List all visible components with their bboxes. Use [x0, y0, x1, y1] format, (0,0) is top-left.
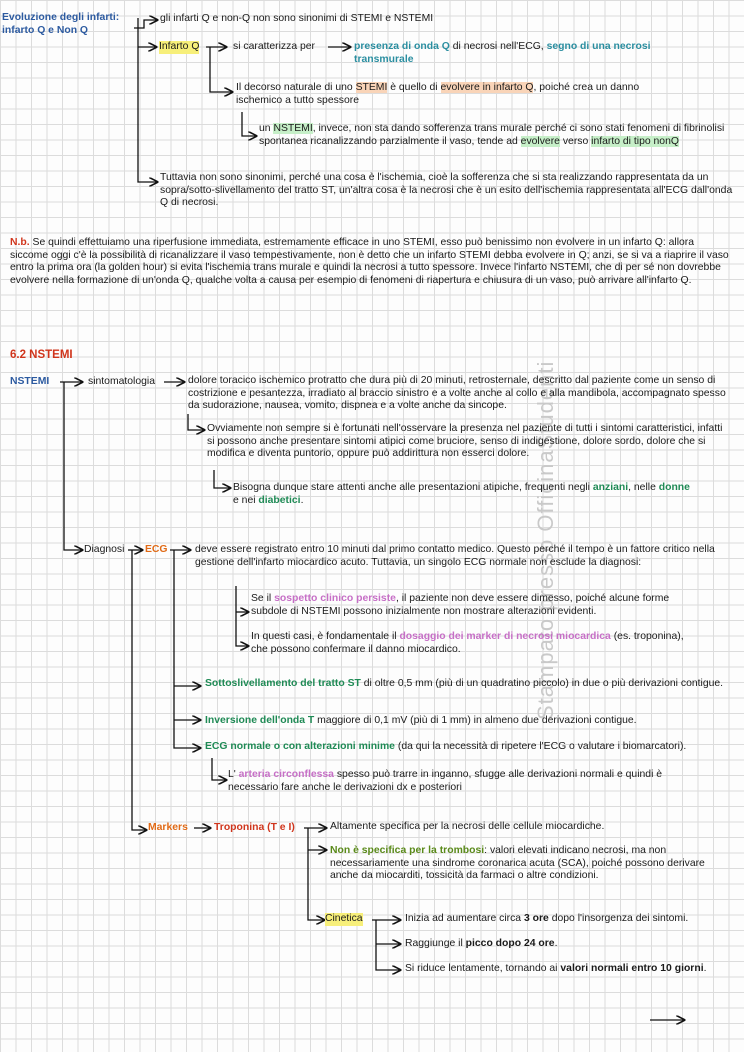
note-presentazioni-atipiche: Bisogna dunque stare attenti anche alle presentazioni atipiche, frequenti negli anziani, nelle donne e nei diabetici. [233, 482, 690, 506]
node-sintomatologia: sintomatologia [88, 376, 156, 387]
note-nstemi-fibrinolisi: un NSTEMI, invece, non sta dando sofferenza trans murale perché ci sono stati fenomeni di fibrinolisi spontanea ricanalizzando parzialmente il vaso, tende ad evolvere verso infarto di tipo nonQ [259, 123, 725, 147]
note-altamente-specifica: Altamente specifica per la necrosi delle cellule miocardiche. [330, 821, 605, 832]
note-cinetica-10-giorni: Si riduce lentamente, tornando ai valori normali entro 10 giorni. [405, 963, 707, 974]
node-diagnosi: Diagnosi [84, 544, 125, 555]
note-ecg-10-minuti: deve essere registrato entro 10 minuti dal primo contatto medico. Questo perché il tempo è un fattore critico nella gestione dell'infarto miocardico acuto. Tuttavia, un singolo ECG normale non esclude la diagnosi: [195, 544, 715, 568]
section-heading-nstemi: 6.2 NSTEMI [10, 349, 73, 361]
note-tuttavia: Tuttavia non sono sinonimi, perché una cosa è l'ischemia, cioè la sofferenza che si sta realizzando rappresentata da un sopra/sotto-slivellamento del tratto ST, un'altra cosa è la necrosi che è un esito dell'ischemia rappresentata all'ECG dall'onda Q di necrosi. [160, 172, 733, 209]
note-sintomi-atipici: Ovviamente non sempre si è fortunati nell'osservare la presenza nel paziente di tutti i sintomi caratteristici, infatti si possono anche presentare sintomi atipici come bruciore, senso di indigestione, dolore sordo, dolore che si modifica e diventa puntorio, oppure può addirittura non esserci dolore. [207, 423, 723, 460]
node-nstemi-root: NSTEMI [10, 376, 50, 387]
note-cinetica-3-ore: Inizia ad aumentare circa 3 ore dopo l'insorgenza dei sintomi. [405, 913, 689, 924]
note-nb: N.b. Se quindi effettuiamo una riperfusione immediata, estremamente efficace in uno STEMI, esso può benissimo non evolvere in un infarto Q: allora siccome oggi c'è la possibilità di ricanalizzare il vaso tempestivamente, non è detto che un infarto STEMI debba evolvere in Q; anzi, se si va a riaprire il vaso entro la prima ora (la golden hour) si evita l'ischemia trans murale e quindi la necrosi a tutto spessore. Invece l'infarto NSTEMI, che di per sé non dovrebbe evolvere nella formazione di un'onda Q, qualche volta a causa per esempio di fenomeni di riapertura e chiusura di un vaso, può arrivare all'infarto Q. [10, 237, 729, 286]
label-si-caratterizza: si caratterizza per [233, 41, 315, 52]
note-sospetto-clinico: Se il sospetto clinico persiste, il paziente non deve essere dimesso, poiché alcune forme subdole di NSTEMI possono inizialmente non mostrare alterazioni evidenti. [251, 593, 670, 617]
section-title-evoluzione: Evoluzione degli infarti: infarto Q e Non Q [2, 12, 120, 36]
node-ecg: ECG [145, 544, 168, 555]
node-markers: Markers [148, 822, 188, 833]
note-sottoslivellamento-st: Sottoslivellamento del tratto ST di oltre 0,5 mm (più di un quadratino piccolo) in due o più derivazioni contigue. [205, 678, 724, 689]
watermark: Stampato presso OfficinaStudenti [533, 360, 558, 720]
note-non-specifica-trombosi: Non è specifica per la trombosi: valori elevati indicano necrosi, ma non necessariamente una sindrome coronarica acuta (SCA), poiché possono derivare anche da miocarditi, tossicità da farmaci o altre condizioni. [330, 845, 705, 882]
note-presenza-onda-q: presenza di onda Q di necrosi nell'ECG, segno di una necrosi transmurale [354, 41, 651, 65]
note-inversione-onda-t: Inversione dell'onda T maggiore di 0,1 mV (più di 1 mm) in almeno due derivazioni contigue. [205, 715, 637, 726]
note-arteria-circonflessa: L' arteria circonflessa spesso può trarre in inganno, sfugge alle derivazioni normali e quindi è necessario fare anche le derivazioni dx e posteriori [228, 769, 663, 793]
note-dolore-toracico: dolore toracico ischemico protratto che dura più di 20 minuti, retrosternale, descritto dal paziente come un senso di costrizione e pesantezza, irradiato al braccio sinistro e a volte anche al collo e alla mandibola, accompagnato spesso da sudorazione, nausea, vomito, dispnea e a volte anche da sincope. [188, 375, 726, 412]
note-decorso-naturale: Il decorso naturale di uno STEMI è quello di evolvere in infarto Q, poiché crea un danno ischemico a tutto spessore [236, 82, 640, 106]
node-troponina: Troponina (T e I) [214, 822, 295, 833]
note-dosaggio-marker: In questi casi, è fondamentale il dosaggio dei marker di necrosi miocardica (es. troponina), che possono confermare il danno miocardico. [251, 631, 684, 655]
note-not-synonyms: gli infarti Q e non-Q non sono sinonimi di STEMI e NSTEMI [160, 13, 434, 24]
node-cinetica: Cinetica [325, 913, 363, 924]
node-infarto-q: Infarto Q [159, 41, 200, 52]
note-ecg-normale: ECG normale o con alterazioni minime (da qui la necessità di ripetere l'ECG o valutare i biomarcatori). [205, 741, 687, 752]
note-cinetica-picco: Raggiunge il picco dopo 24 ore. [405, 938, 558, 949]
